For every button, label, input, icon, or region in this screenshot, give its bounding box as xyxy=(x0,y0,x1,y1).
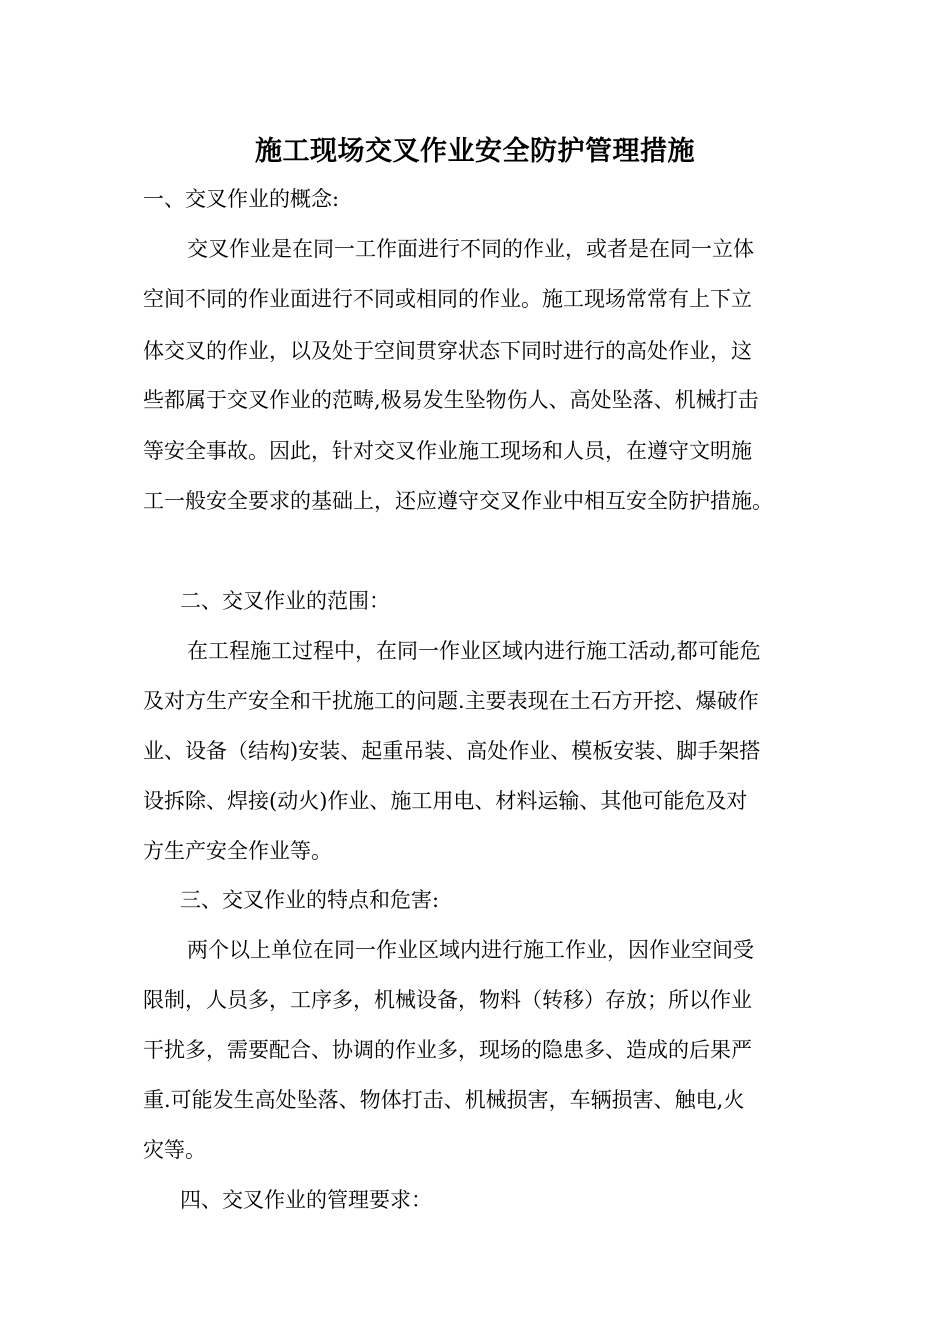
paragraph-line: 空间不同的作业面进行不同或相同的作业。施工现场常常有上下立 xyxy=(143,287,752,311)
paragraph-line: 限制，人员多，工序多，机械设备，物料（转移）存放；所以作业 xyxy=(143,988,752,1012)
section-heading: 三、交叉作业的特点和危害: xyxy=(180,888,440,912)
section-heading: 二、交叉作业的范围： xyxy=(180,589,390,613)
section-heading: 四、交叉作业的管理要求： xyxy=(180,1188,432,1212)
paragraph-line: 干扰多，需要配合、协调的作业多，现场的隐患多、造成的后果严 xyxy=(143,1038,752,1062)
paragraph-line: 两个以上单位在同一作业区域内进行施工作业，因作业空间受 xyxy=(187,938,754,962)
section-heading: 一、交叉作业的概念: xyxy=(143,187,340,211)
paragraph-line: 工一般安全要求的基础上，还应遵守交叉作业中相互安全防护措施。 xyxy=(143,489,773,513)
paragraph-line: 在工程施工过程中，在同一作业区域内进行施工活动,都可能危 xyxy=(187,639,761,663)
paragraph-line: 等安全事故。因此，针对交叉作业施工现场和人员，在遵守文明施 xyxy=(143,439,752,463)
document-title: 施工现场交叉作业安全防护管理措施 xyxy=(255,136,695,167)
paragraph-line: 方生产安全作业等。 xyxy=(143,839,332,863)
paragraph-line: 及对方生产安全和干扰施工的问题.主要表现在土石方开挖、爆破作 xyxy=(143,689,759,713)
paragraph-line: 交叉作业是在同一工作面进行不同的作业，或者是在同一立体 xyxy=(187,237,754,261)
paragraph-line: 业、设备（结构)安装、起重吊装、高处作业、模板安装、脚手架搭 xyxy=(143,739,761,763)
paragraph-line: 设拆除、焊接(动火)作业、施工用电、材料运输、其他可能危及对 xyxy=(143,789,748,813)
paragraph-line: 体交叉的作业，以及处于空间贯穿状态下同时进行的高处作业，这 xyxy=(143,339,752,363)
paragraph-line: 灾等。 xyxy=(143,1138,206,1162)
paragraph-line: 些都属于交叉作业的范畴,极易发生坠物伤人、高处坠落、机械打击 xyxy=(143,388,759,412)
paragraph-line: 重.可能发生高处坠落、物体打击、机械损害，车辆损害、触电,火 xyxy=(143,1088,745,1112)
